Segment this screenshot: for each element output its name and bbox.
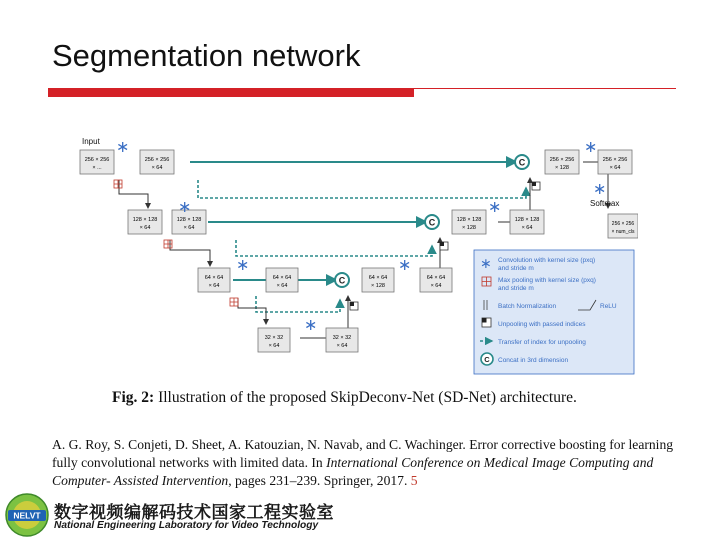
concat-node-1 — [515, 155, 529, 169]
svg-text:× 64: × 64 — [151, 165, 163, 171]
svg-text:× 64: × 64 — [430, 283, 442, 289]
svg-text:× 64: × 64 — [609, 165, 621, 171]
index-transfer-3 — [256, 296, 340, 312]
svg-text:C: C — [428, 217, 436, 228]
index-transfer-1 — [198, 180, 526, 198]
svg-text:64 × 64: 64 × 64 — [204, 275, 224, 281]
citation-pages: , pages 231–239. Springer, 2017. — [228, 473, 411, 489]
svg-text:128 × 128: 128 × 128 — [456, 217, 482, 223]
svg-text:C: C — [484, 355, 490, 364]
conv-icon: ∗ — [584, 137, 598, 156]
architecture-figure — [78, 128, 638, 378]
block-enc3-a — [198, 268, 230, 292]
title-underline-bar — [48, 88, 414, 97]
legend-maxpool-2: and stride m — [498, 285, 534, 292]
svg-text:× 64: × 64 — [183, 225, 195, 231]
svg-text:256 × 256: 256 × 256 — [549, 157, 575, 163]
citation-authors-title: A. G. Roy, S. Conjeti, D. Sheet, A. Katouzian, N. Navab, and C. Wachinger. Error corrective boosting for learning fully convolutional networks with limited data. In — [52, 437, 674, 471]
block-bottleneck-a — [258, 328, 290, 352]
legend-relu: ReLU — [600, 303, 617, 310]
svg-text:NELVT: NELVT — [13, 510, 41, 521]
conv-icon: ∗ — [398, 255, 412, 274]
citation — [52, 436, 702, 491]
svg-text:128 × 128: 128 × 128 — [514, 217, 540, 223]
svg-text:C: C — [518, 157, 526, 168]
conv-icon: ∗ — [304, 315, 318, 334]
legend-unpool: Unpooling with passed indices — [498, 321, 586, 328]
conv-icon: ∗ — [593, 179, 607, 198]
svg-text:∗: ∗ — [480, 255, 492, 271]
svg-text:× 128: × 128 — [371, 283, 385, 289]
block-dec2-a — [452, 210, 486, 234]
svg-text:64 × 64: 64 × 64 — [426, 275, 446, 281]
svg-text:256 × 256: 256 × 256 — [84, 157, 110, 163]
block-dec3-a — [362, 268, 394, 292]
svg-text:256 × 256: 256 × 256 — [602, 157, 628, 163]
svg-text:× num_cls: × num_cls — [611, 229, 635, 235]
svg-text:× 128: × 128 — [462, 225, 476, 231]
legend-concat: Concat in 3rd dimension — [498, 357, 569, 364]
block-enc1-b — [140, 150, 174, 174]
block-bottleneck-b — [326, 328, 358, 352]
figure-caption — [112, 389, 577, 407]
citation-venue: International Conference on Medical Image Computing and Computer- Assisted Intervention — [52, 455, 654, 489]
block-dec1-b — [598, 150, 632, 174]
concat-node-2 — [425, 215, 439, 229]
legend-maxpool-1: Max pooling with kernel size (pxq) — [498, 277, 596, 284]
svg-text:32 × 32: 32 × 32 — [332, 335, 352, 341]
legend-conv-1: Convolution with kernel size (pxq) — [498, 257, 596, 264]
svg-text:× 64: × 64 — [521, 225, 533, 231]
legend-conv-2: and stride m — [498, 265, 534, 272]
citation-page-link[interactable]: 5 — [410, 473, 418, 489]
title-underline-line — [414, 88, 676, 89]
svg-text:× 64: × 64 — [268, 343, 280, 349]
legend — [474, 250, 634, 374]
lab-name-english: National Engineering Laboratory for Video Technology — [54, 520, 319, 531]
svg-text:× 128: × 128 — [555, 165, 569, 171]
sd-net-diagram — [78, 128, 638, 378]
block-dec1-a — [545, 150, 579, 174]
conv-icon: ∗ — [236, 255, 250, 274]
block-dec2-b — [510, 210, 544, 234]
figure-caption-prefix: Fig. 2: — [112, 389, 155, 406]
svg-text:C: C — [338, 275, 346, 286]
legend-transfer: Transfer of index for unpooling — [498, 339, 586, 346]
svg-text:64 × 64: 64 × 64 — [272, 275, 292, 281]
svg-text:× 64: × 64 — [336, 343, 348, 349]
svg-text:× 64: × 64 — [208, 283, 220, 289]
footer — [0, 488, 360, 540]
conv-icon: ∗ — [116, 137, 130, 156]
block-enc3-b — [266, 268, 298, 292]
svg-text:128 × 128: 128 × 128 — [176, 217, 202, 223]
svg-text:256 × 256: 256 × 256 — [611, 221, 635, 227]
block-output — [608, 214, 638, 238]
lab-name-chinese: 数字视频编解码技术国家工程实验室 — [54, 503, 334, 523]
svg-text:64 × 64: 64 × 64 — [368, 275, 388, 281]
legend-bn: Batch Normalization — [498, 303, 557, 310]
concat-node-3 — [335, 273, 349, 287]
block-dec3-b — [420, 268, 452, 292]
svg-text:× 64: × 64 — [276, 283, 288, 289]
svg-text:× 64: × 64 — [139, 225, 151, 231]
block-enc1-a — [80, 150, 114, 174]
block-enc2-a — [128, 210, 162, 234]
nelvt-logo-icon — [4, 492, 50, 538]
svg-text:128 × 128: 128 × 128 — [132, 217, 158, 223]
index-transfer-2 — [236, 240, 432, 256]
svg-text:32 × 32: 32 × 32 — [264, 335, 284, 341]
figure-caption-text: Illustration of the proposed SkipDeconv-Net (SD-Net) architecture. — [158, 389, 577, 406]
slide-title: Segmentation network — [52, 38, 361, 73]
input-label: Input — [82, 137, 100, 146]
conv-icon: ∗ — [178, 197, 192, 216]
conv-icon: ∗ — [488, 197, 502, 216]
softmax-label: Softmax — [590, 199, 620, 208]
svg-text:256 × 256: 256 × 256 — [144, 157, 170, 163]
svg-text:× ...: × ... — [92, 165, 102, 171]
